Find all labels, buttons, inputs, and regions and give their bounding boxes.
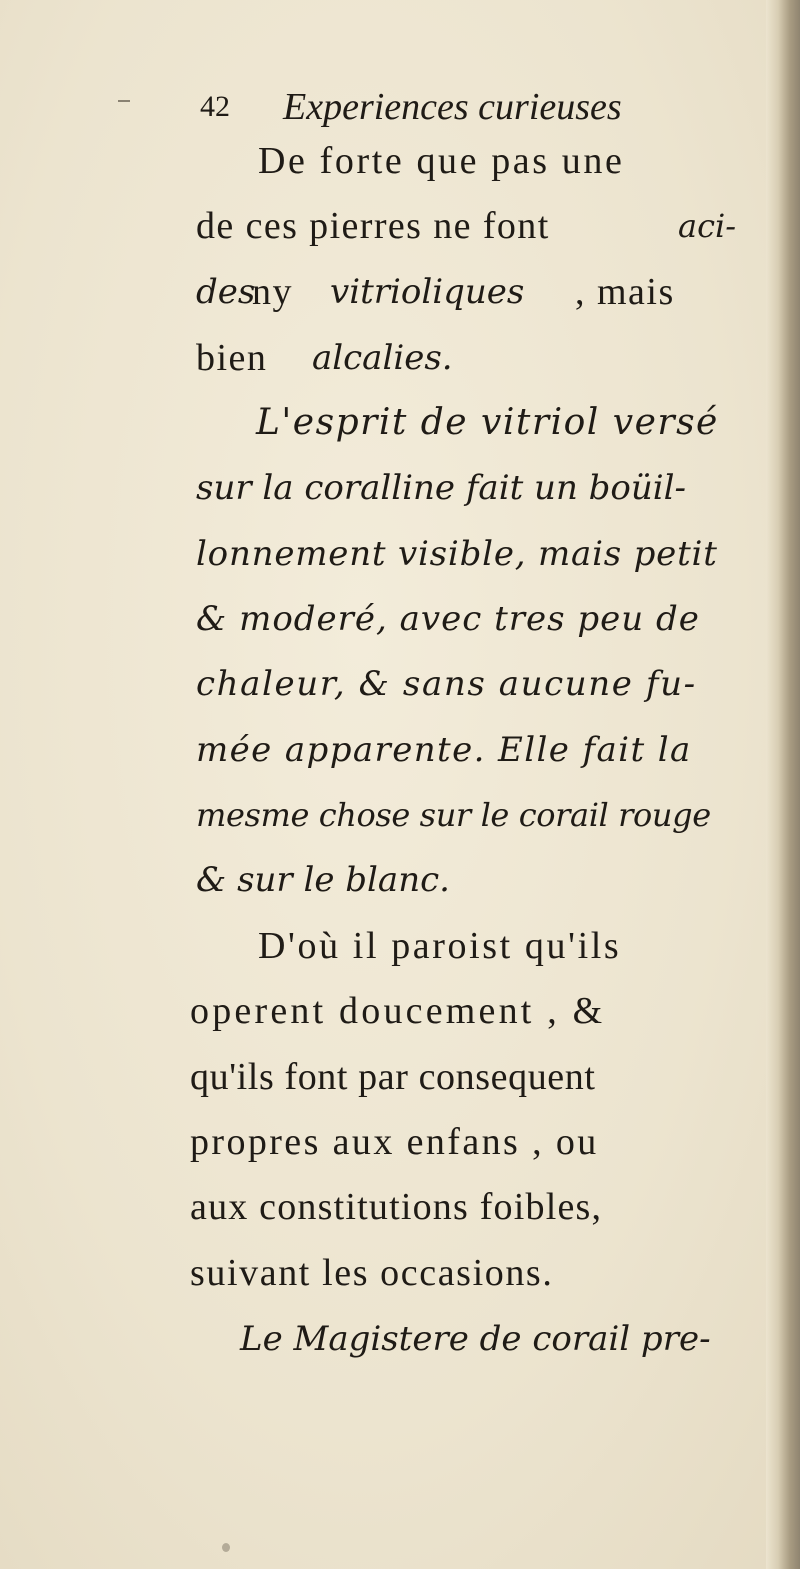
text-line: [0, 590, 800, 648]
text-line-10: mée apparente. Elle fait la: [196, 730, 692, 770]
text-line: [0, 917, 800, 975]
text-line: [0, 459, 800, 517]
running-head: [0, 78, 800, 136]
text-line: [0, 394, 800, 452]
text-line-9: chaleur, & sans aucune fu-: [196, 664, 697, 704]
text-line-12: & sur le blanc.: [196, 860, 450, 900]
text-line-2-italic: aci-: [678, 207, 737, 245]
text-line: [0, 1178, 800, 1236]
text-line: [0, 655, 800, 713]
text-line-17: aux constitutions foibles,: [190, 1186, 603, 1228]
text-line-1: De forte que pas une: [258, 140, 625, 182]
text-line-4-roman: bien: [196, 337, 268, 379]
text-line-8: & moderé, avec tres peu de: [196, 599, 700, 639]
text-line-16: propres aux enfans , ou: [190, 1121, 599, 1163]
text-line-13: D'où il paroist qu'ils: [258, 925, 622, 967]
text-line-11: mesme chose sur le corail rouge: [196, 796, 711, 834]
text-line: [0, 982, 800, 1040]
text-line: [0, 786, 800, 844]
text-line-3-roman-a: ny: [252, 271, 293, 313]
page-number: 42: [200, 90, 230, 123]
text-line: [0, 851, 800, 909]
running-title: Experiences curieuses: [283, 86, 622, 128]
text-line: [0, 1048, 800, 1106]
text-line-19: Le Magistere de corail pre-: [240, 1319, 711, 1359]
text-line: [0, 132, 800, 190]
text-line-14: operent doucement , &: [190, 990, 606, 1032]
text-line: [0, 525, 800, 583]
text-line: [0, 197, 800, 255]
text-line-2-roman: de ces pierres ne font: [196, 205, 550, 247]
text-line-5: L'esprit de vitriol versé: [256, 402, 719, 443]
text-line: [0, 329, 800, 387]
text-line-4-italic: alcalies.: [312, 338, 453, 378]
text-line-6: sur la coralline fait un boüil-: [196, 468, 687, 508]
text-line-3-italic-a: des: [196, 272, 256, 312]
text-line: [0, 1113, 800, 1171]
paper-stain: [222, 1543, 230, 1552]
text-line: [0, 721, 800, 779]
text-line-18: suivant les occasions.: [190, 1252, 554, 1294]
text-line: [0, 1244, 800, 1302]
text-line-7: lonnement visible, mais petit: [196, 534, 718, 574]
text-line-3-italic-b: vitrioliques: [330, 272, 525, 312]
text-line-3-roman-b: , mais: [575, 271, 675, 313]
text-line: [0, 1310, 800, 1368]
text-line: [0, 263, 800, 321]
text-line-15: qu'ils font par consequent: [190, 1056, 596, 1098]
